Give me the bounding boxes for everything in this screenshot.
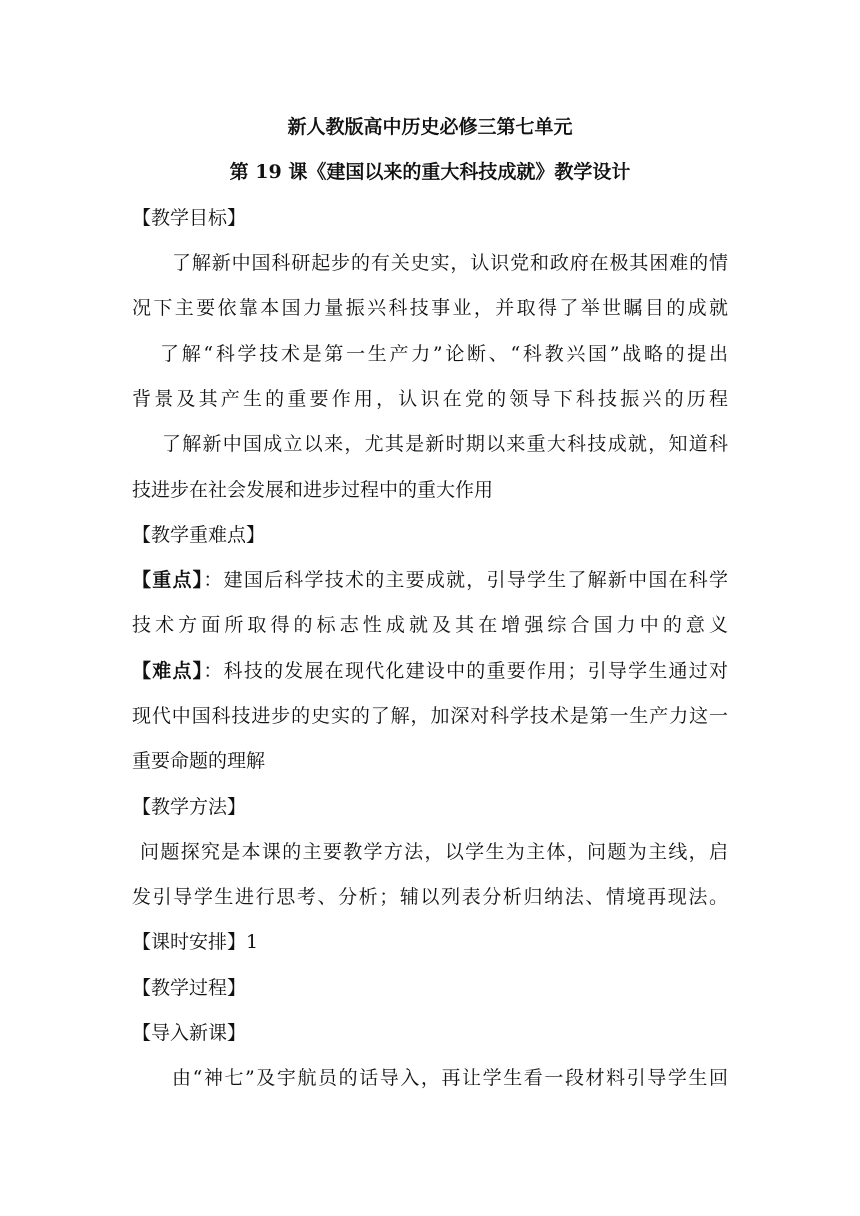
goal-3-line-2: 技进步在社会发展和进步过程中的重大作用 [132, 479, 494, 501]
key-point-line-2: 技术方面所取得的标志性成就及其在增强综合国力中的意义 [132, 614, 728, 636]
difficult-point-line-2: 现代中国科技进步的史实的了解，加深对科学技术是第一生产力这一 [132, 705, 728, 727]
key-point-label: 【重点】 [132, 569, 204, 591]
goal-2-line-2: 背景及其产生的重要作用，认识在党的领导下科技振兴的历程 [132, 388, 728, 410]
difficult-point-line-1 [132, 659, 728, 683]
goal-2-line-1: 了解“科学技术是第一生产力”论断、“科教兴国”战略的提出 [160, 343, 728, 365]
document-title: 新人教版高中历史必修三第七单元 [287, 116, 573, 138]
section-heading-hours [132, 930, 258, 954]
hours-label: 【课时安排】 [132, 931, 247, 953]
key-point-text: ：建国后科学技术的主要成就，引导学生了解新中国在科学 [203, 569, 728, 591]
difficult-point-text: ：科技的发展在现代化建设中的重要作用；引导学生通过对 [203, 660, 728, 682]
section-heading-process: 【教学过程】 [132, 977, 247, 999]
intro-line-1: 由“神七”及宇航员的话导入，再让学生看一段材料引导学生回 [172, 1067, 728, 1089]
section-heading-goals: 【教学目标】 [132, 207, 247, 229]
difficult-point-line-3: 重要命题的理解 [132, 750, 266, 772]
method-line-2: 发引导学生进行思考、分析；辅以列表分析归纳法、情境再现法。 [132, 886, 728, 908]
method-line-1: 问题探究是本课的主要教学方法，以学生为主体，问题为主线，启 [140, 841, 728, 863]
section-heading-intro: 【导入新课】 [132, 1022, 247, 1044]
section-heading-methods: 【教学方法】 [132, 796, 247, 818]
section-heading-key-difficult: 【教学重难点】 [132, 524, 266, 546]
lesson-title: 第 19 课《建国以来的重大科技成就》教学设计 [229, 161, 631, 183]
goal-3-line-1: 了解新中国成立以来，尤其是新时期以来重大科技成就，知道科 [162, 433, 728, 455]
goal-1-line-1: 了解新中国科研起步的有关史实，认识党和政府在极其困难的情 [172, 252, 728, 274]
goal-1-line-2: 况下主要依靠本国力量振兴科技事业，并取得了举世瞩目的成就 [132, 297, 728, 319]
key-point-line-1 [132, 568, 728, 592]
hours-value: 1 [246, 931, 259, 953]
difficult-point-label: 【难点】 [132, 660, 204, 682]
